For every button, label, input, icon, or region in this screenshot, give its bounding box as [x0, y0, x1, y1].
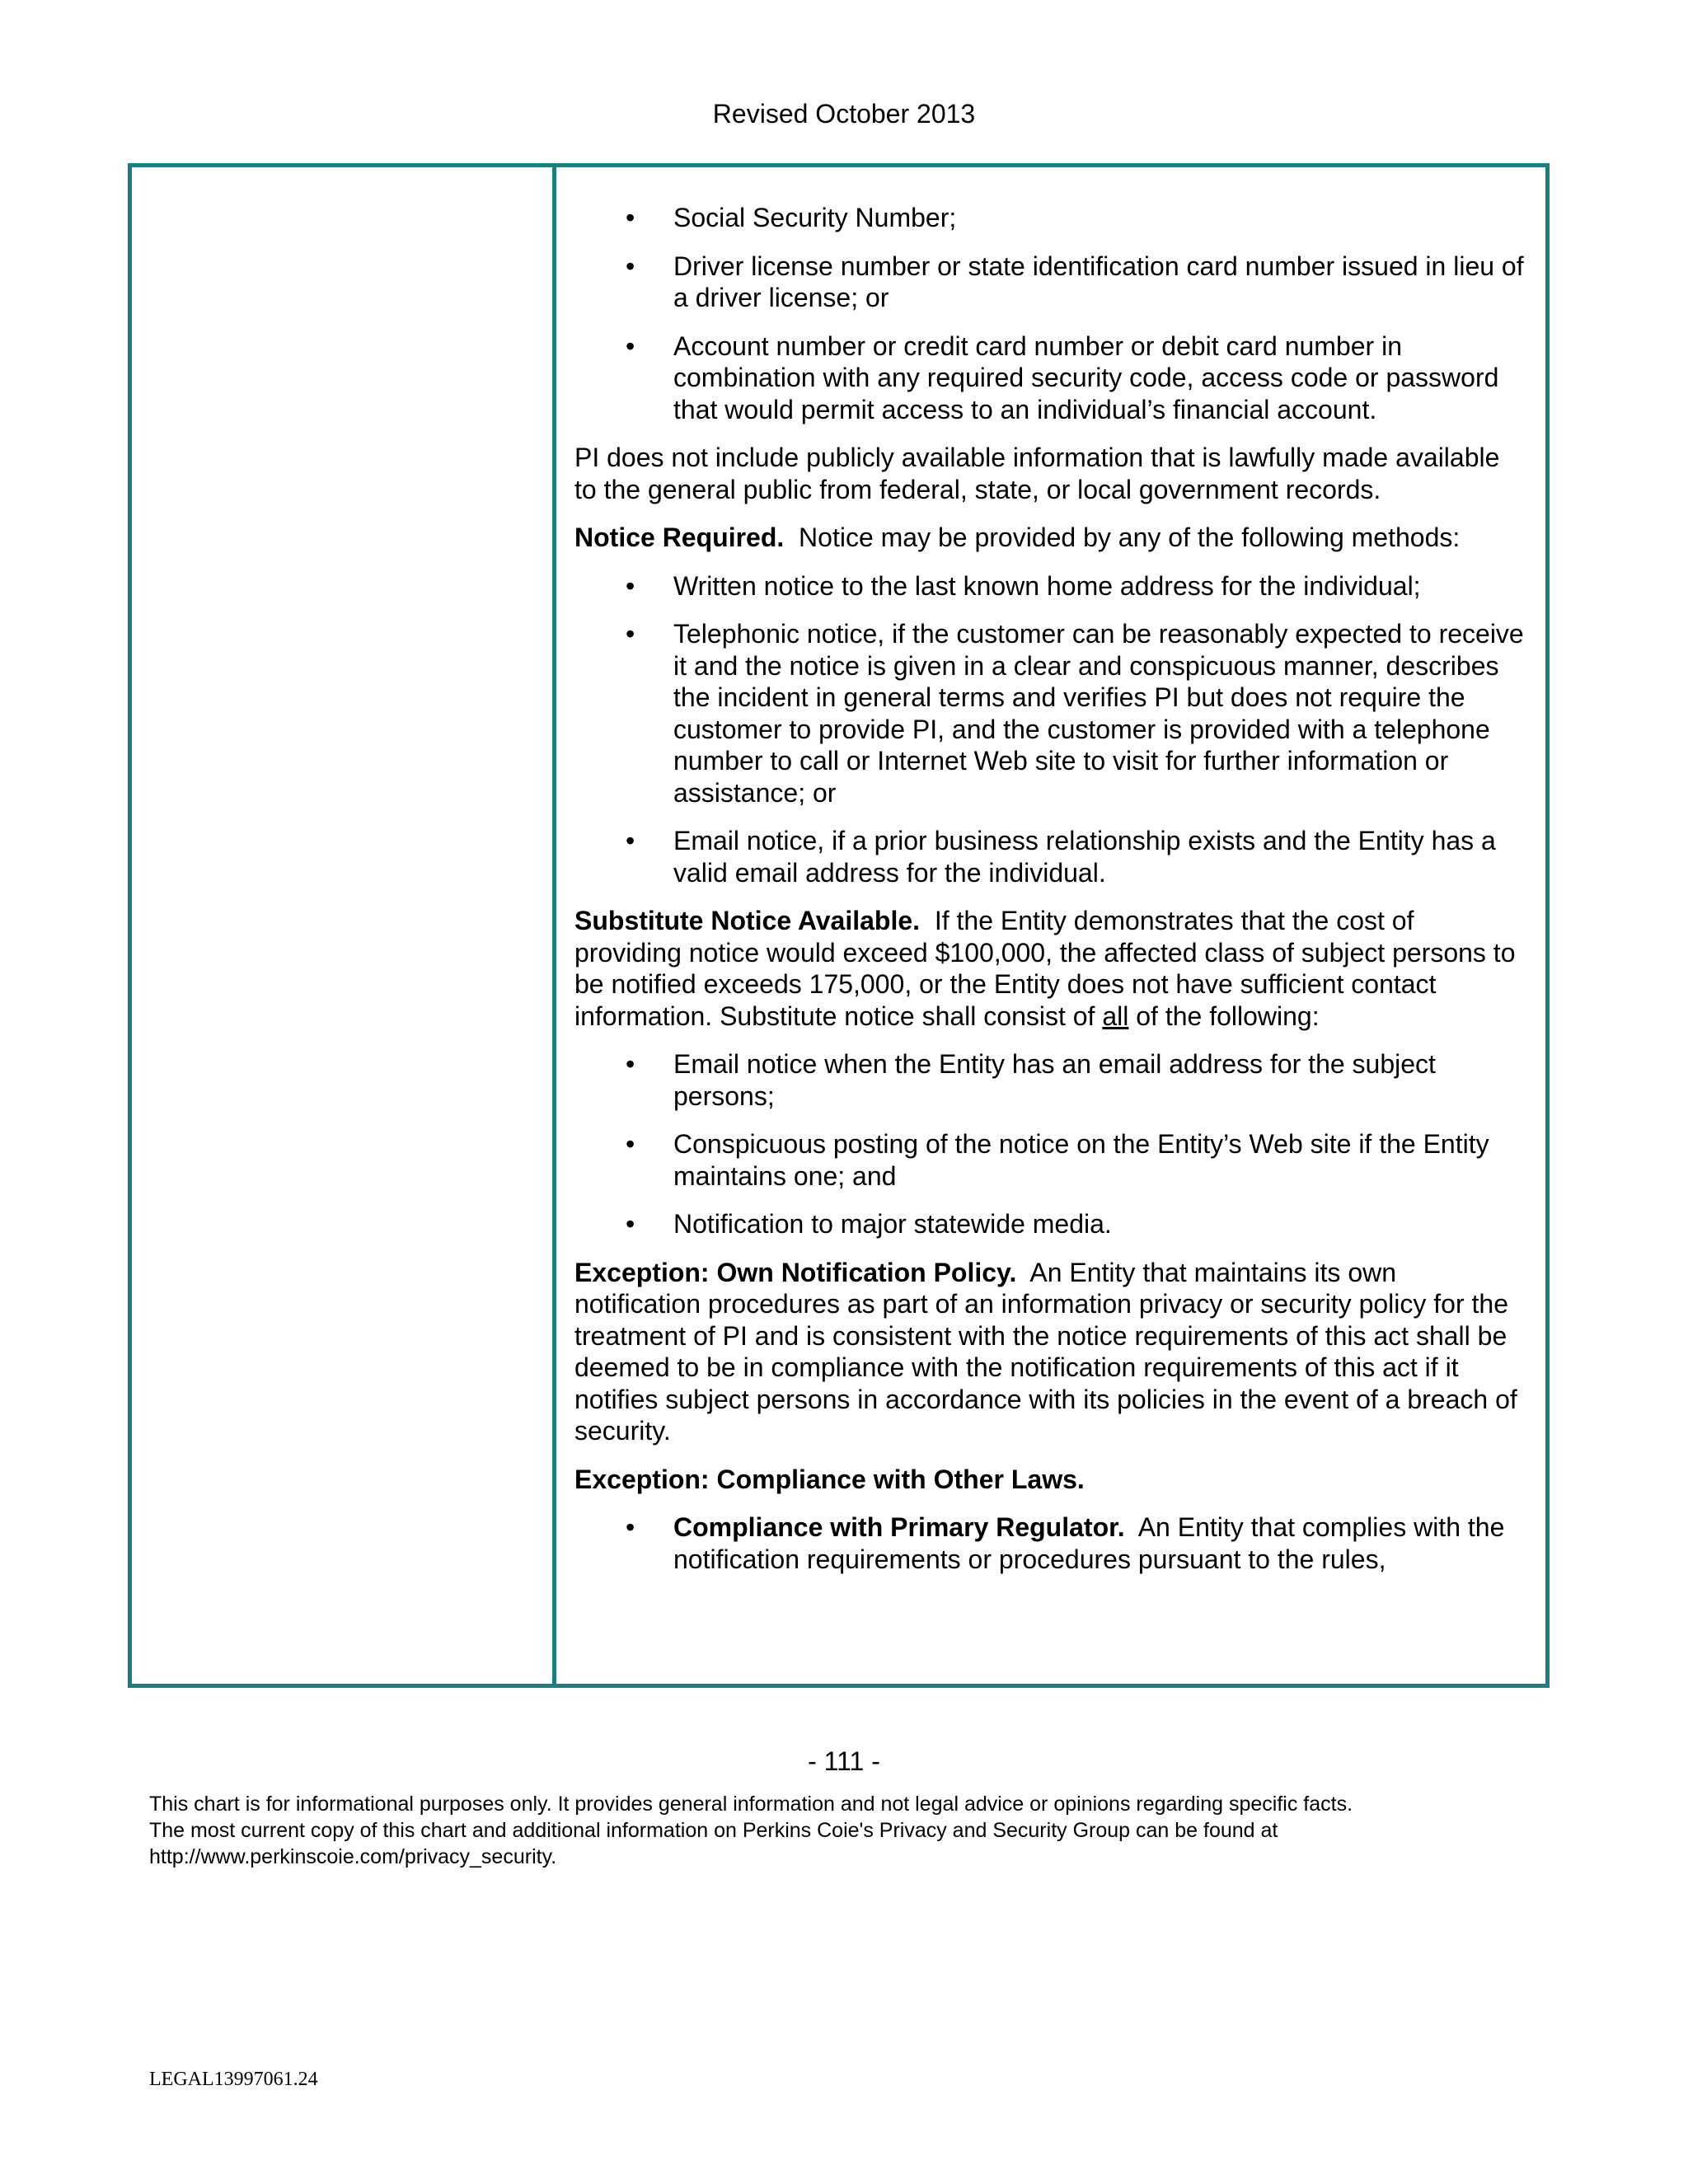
table-right-cell	[556, 167, 1545, 1684]
bullet-icon: •	[626, 826, 635, 855]
list-item: • Telephonic notice, if the customer can be reasonably expected to receive it and the notice is given in a clear and conspicuous manner, describes the incident in general terms and verifies PI but does not require the customer to provide PI, and the customer is provided with a telephone number to call or Internet Web site to visit for further information or assistance; or	[626, 619, 1524, 808]
list-item: • Account number or credit card number or debit card number in combination with any required security code, access code or password that would permit access to an individual’s financial account.	[626, 330, 1499, 424]
document-id: LEGAL13997061.24	[149, 2069, 318, 2090]
pi-exclusion-paragraph: PI does not include publicly available information that is lawfully made available to the general public from federal, state, or local government records.	[574, 443, 1500, 504]
exception-own-policy-paragraph: Exception: Own Notification Policy. An Entity that maintains its own notification procedures as part of an information privacy or security policy for the treatment of PI and is consistent with the notice requirements of this act shall be deemed to be in compliance with the notification requirements of this act if it notifies subject persons in accordance with its policies in the event of a breach of security.	[574, 1257, 1517, 1446]
all-emphasis: all	[1102, 1001, 1129, 1031]
bullet-icon: •	[626, 619, 635, 649]
exception-other-laws-heading: Exception: Compliance with Other Laws.	[574, 1464, 1085, 1494]
bullet-icon: •	[626, 330, 635, 361]
bullet-icon: •	[626, 251, 635, 281]
notice-methods-list	[574, 570, 1527, 889]
disclaimer-line: This chart is for informational purposes only. It provides general information and not legal advice or opinions regarding specific facts.	[149, 1793, 1353, 1816]
primary-regulator-heading: Compliance with Primary Regulator.	[673, 1512, 1125, 1542]
exception-own-policy-heading: Exception: Own Notification Policy.	[574, 1257, 1017, 1287]
notice-required-paragraph: Notice Required. Notice may be provided by any of the following methods:	[574, 523, 1461, 552]
notice-required-heading: Notice Required.	[574, 523, 785, 552]
substitute-notice-paragraph: Substitute Notice Available. If the Entity demonstrates that the cost of providing notice would exceed $100,000, the affected class of subject persons to be notified exceeds 175,000, or the Entity does not have sufficient contact information. Substitute notice shall consist of all of the following:	[574, 906, 1516, 1031]
list-item: • Social Security Number;	[626, 203, 957, 232]
list-item: • Notification to major statewide media.	[626, 1209, 1112, 1239]
exception-other-laws-paragraph	[574, 1464, 1527, 1496]
pi-elements-list	[574, 202, 1527, 425]
table-left-cell	[132, 167, 556, 1684]
list-item: • Conspicuous posting of the notice on the Entity’s Web site if the Entity maintains one; and	[626, 1129, 1489, 1191]
disclaimer	[149, 1791, 1550, 1870]
other-laws-list	[574, 1511, 1527, 1575]
bullet-icon: •	[626, 1512, 635, 1542]
bullet-icon: •	[626, 570, 635, 601]
substitute-notice-list	[574, 1048, 1527, 1240]
list-item: • Written notice to the last known home address for the individual;	[626, 570, 1421, 601]
list-item: • Email notice, if a prior business relationship exists and the Entity has a valid email address for the individual.	[626, 826, 1496, 888]
disclaimer-line: The most current copy of this chart and additional information on Perkins Coie's Privacy and Security Group can be found at	[149, 1819, 1278, 1842]
bullet-icon: •	[626, 1129, 635, 1159]
bullet-icon: •	[626, 1209, 635, 1239]
bullet-icon: •	[626, 1049, 635, 1079]
substitute-notice-heading: Substitute Notice Available.	[574, 906, 921, 935]
list-item: • Driver license number or state identification card number issued in lieu of a driver license; or	[626, 251, 1524, 312]
chart-table	[128, 163, 1550, 1688]
revision-header: Revised October 2013	[712, 99, 976, 129]
list-item: • Compliance with Primary Regulator. An Entity that complies with the notification requirements or procedures pursuant to the rules,	[626, 1512, 1505, 1574]
disclaimer-line: http://www.perkinscoie.com/privacy_security.	[149, 1845, 557, 1868]
bullet-icon: •	[626, 203, 635, 232]
page-number: - 111 -	[808, 1746, 880, 1776]
list-item: • Email notice when the Entity has an email address for the subject persons;	[626, 1049, 1436, 1111]
